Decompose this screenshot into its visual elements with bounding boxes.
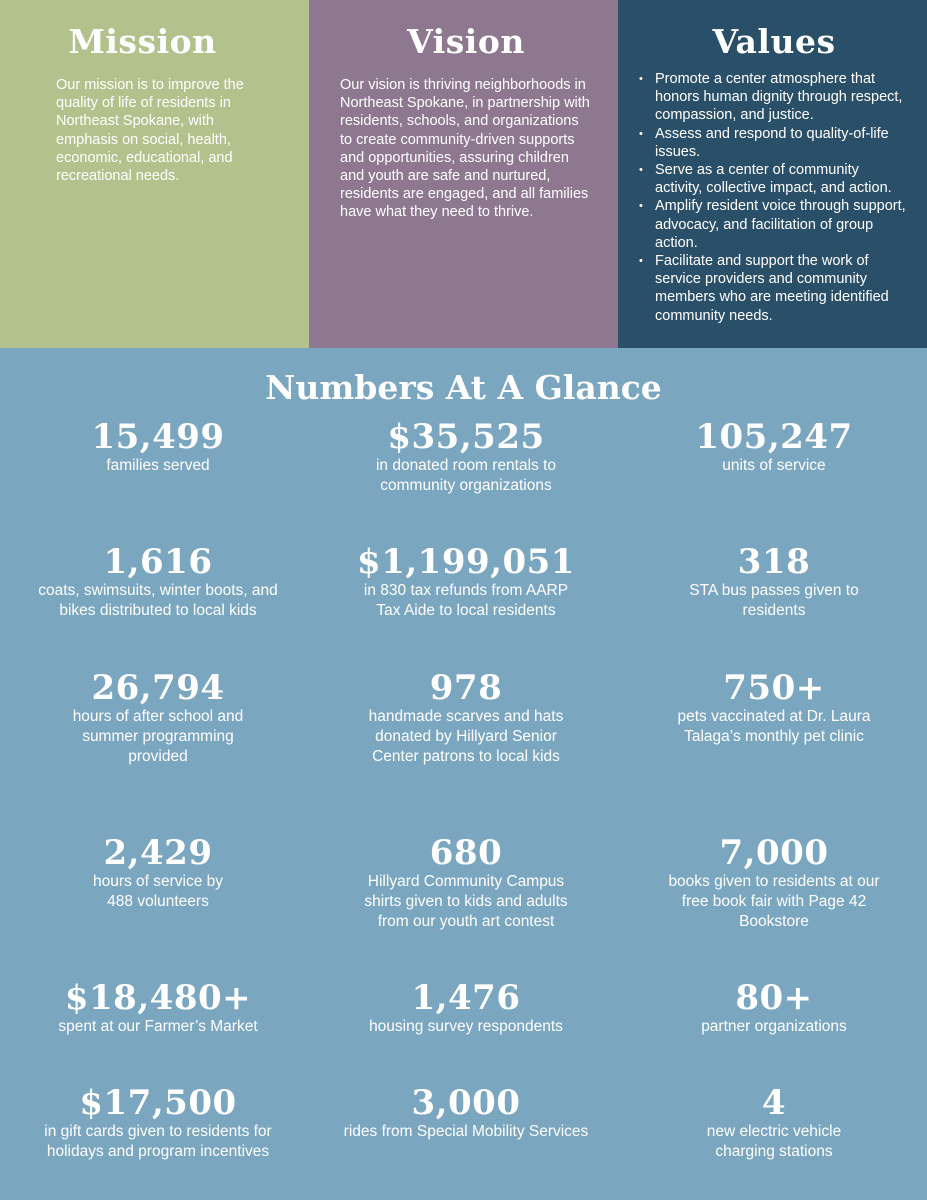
stat-description: partner organizations [701, 1018, 847, 1035]
stat-rides [316, 1083, 616, 1142]
stat-tax-refunds [316, 542, 616, 621]
stat-value: $1,199,051 [357, 542, 575, 582]
stat-description: families served [106, 457, 210, 474]
values-item: • Facilitate and support the work of service providers and community members who are meeting identified community needs. [639, 252, 909, 325]
stat-description: pets vaccinated at Dr. Laura Talaga’s monthly pet clinic [677, 708, 871, 745]
stat-books [624, 833, 924, 932]
values-item: • Serve as a center of community activity, collective impact, and action. [639, 161, 909, 197]
stat-value: 80+ [735, 978, 813, 1018]
stat-gift-cards [8, 1083, 308, 1162]
stat-description: in 830 tax refunds from AARP Tax Aide to local residents [363, 582, 569, 619]
vision-panel [309, 0, 618, 348]
stat-description: in donated room rentals to community organizations [375, 457, 557, 494]
stat-description: STA bus passes given to residents [689, 582, 859, 619]
stat-description: hours of service by 488 volunteers [92, 873, 224, 910]
stat-value: 26,794 [91, 668, 225, 708]
stat-bus-passes [624, 542, 924, 621]
values-item: • Promote a center atmosphere that honors human dignity through respect, compassion, and justice. [639, 70, 909, 125]
stat-description: hours of after school and summer programming provided [72, 708, 244, 765]
stat-description: new electric vehicle charging stations [706, 1123, 842, 1160]
stat-value: 4 [761, 1083, 787, 1123]
values-item: • Amplify resident voice through support, advocacy, and facilitation of group action. [639, 197, 909, 252]
stat-volunteer-hours [8, 833, 308, 912]
mission-title: Mission [68, 22, 217, 61]
values-panel [618, 0, 927, 348]
stat-value: 680 [429, 833, 503, 873]
stat-value: $18,480+ [64, 978, 252, 1018]
mission-panel [0, 0, 309, 348]
stat-partner-organizations [624, 978, 924, 1037]
numbers-section [0, 348, 927, 1200]
stat-value: 318 [737, 542, 811, 582]
stat-programming-hours [8, 668, 308, 767]
stat-shirts [316, 833, 616, 932]
stat-ev-charging [624, 1083, 924, 1162]
vision-text: Our vision is thriving neighborhoods in Northeast Spokane, in partnership with residents, schools, and organizations to create community-driven supports and opportunities, assuring children and youth are safe and nurtured, residents are engaged, and all families have what they need to thrive. [340, 77, 590, 221]
stat-units-of-service [624, 417, 924, 476]
stat-description: spent at our Farmer’s Market [58, 1018, 258, 1035]
stat-value: $35,525 [387, 417, 545, 457]
stat-families-served [8, 417, 308, 476]
stat-farmers-market [8, 978, 308, 1037]
stat-description: rides from Special Mobility Services [343, 1123, 589, 1140]
stat-value: 750+ [723, 668, 825, 708]
stat-items-distributed [8, 542, 308, 621]
stat-description: Hillyard Community Campus shirts given to kids and adults from our youth art contest [364, 873, 568, 930]
stat-value: 105,247 [695, 417, 853, 457]
stat-value: 7,000 [719, 833, 829, 873]
stat-value: $17,500 [79, 1083, 237, 1123]
stat-description: units of service [722, 457, 826, 474]
stat-description: coats, swimsuits, winter boots, and bikes distributed to local kids [38, 582, 278, 619]
stat-value: 2,429 [103, 833, 213, 873]
stat-pets-vaccinated [624, 668, 924, 747]
stat-description: in gift cards given to residents for holidays and program incentives [44, 1123, 272, 1160]
stat-value: 15,499 [91, 417, 225, 457]
stat-description: books given to residents at our free book fair with Page 42 Bookstore [668, 873, 880, 930]
stat-value: 3,000 [411, 1083, 521, 1123]
vision-title: Vision [407, 22, 525, 61]
stat-room-rentals [316, 417, 616, 496]
stat-value: 978 [429, 668, 503, 708]
top-panels [0, 0, 927, 348]
stat-value: 1,476 [411, 978, 521, 1018]
numbers-title: Numbers At A Glance [265, 368, 662, 407]
values-list [639, 70, 909, 325]
stat-scarves-hats [316, 668, 616, 767]
stat-housing-survey [316, 978, 616, 1037]
stat-description: handmade scarves and hats donated by Hillyard Senior Center patrons to local kids [368, 708, 564, 765]
stat-description: housing survey respondents [369, 1018, 563, 1035]
values-item: • Assess and respond to quality-of-life issues. [639, 125, 909, 161]
values-title: Values [712, 22, 836, 61]
mission-text: Our mission is to improve the quality of life of residents in Northeast Spokane, with emphasis on social, health, economic, educational, and recreational needs. [56, 77, 244, 185]
stat-value: 1,616 [103, 542, 213, 582]
